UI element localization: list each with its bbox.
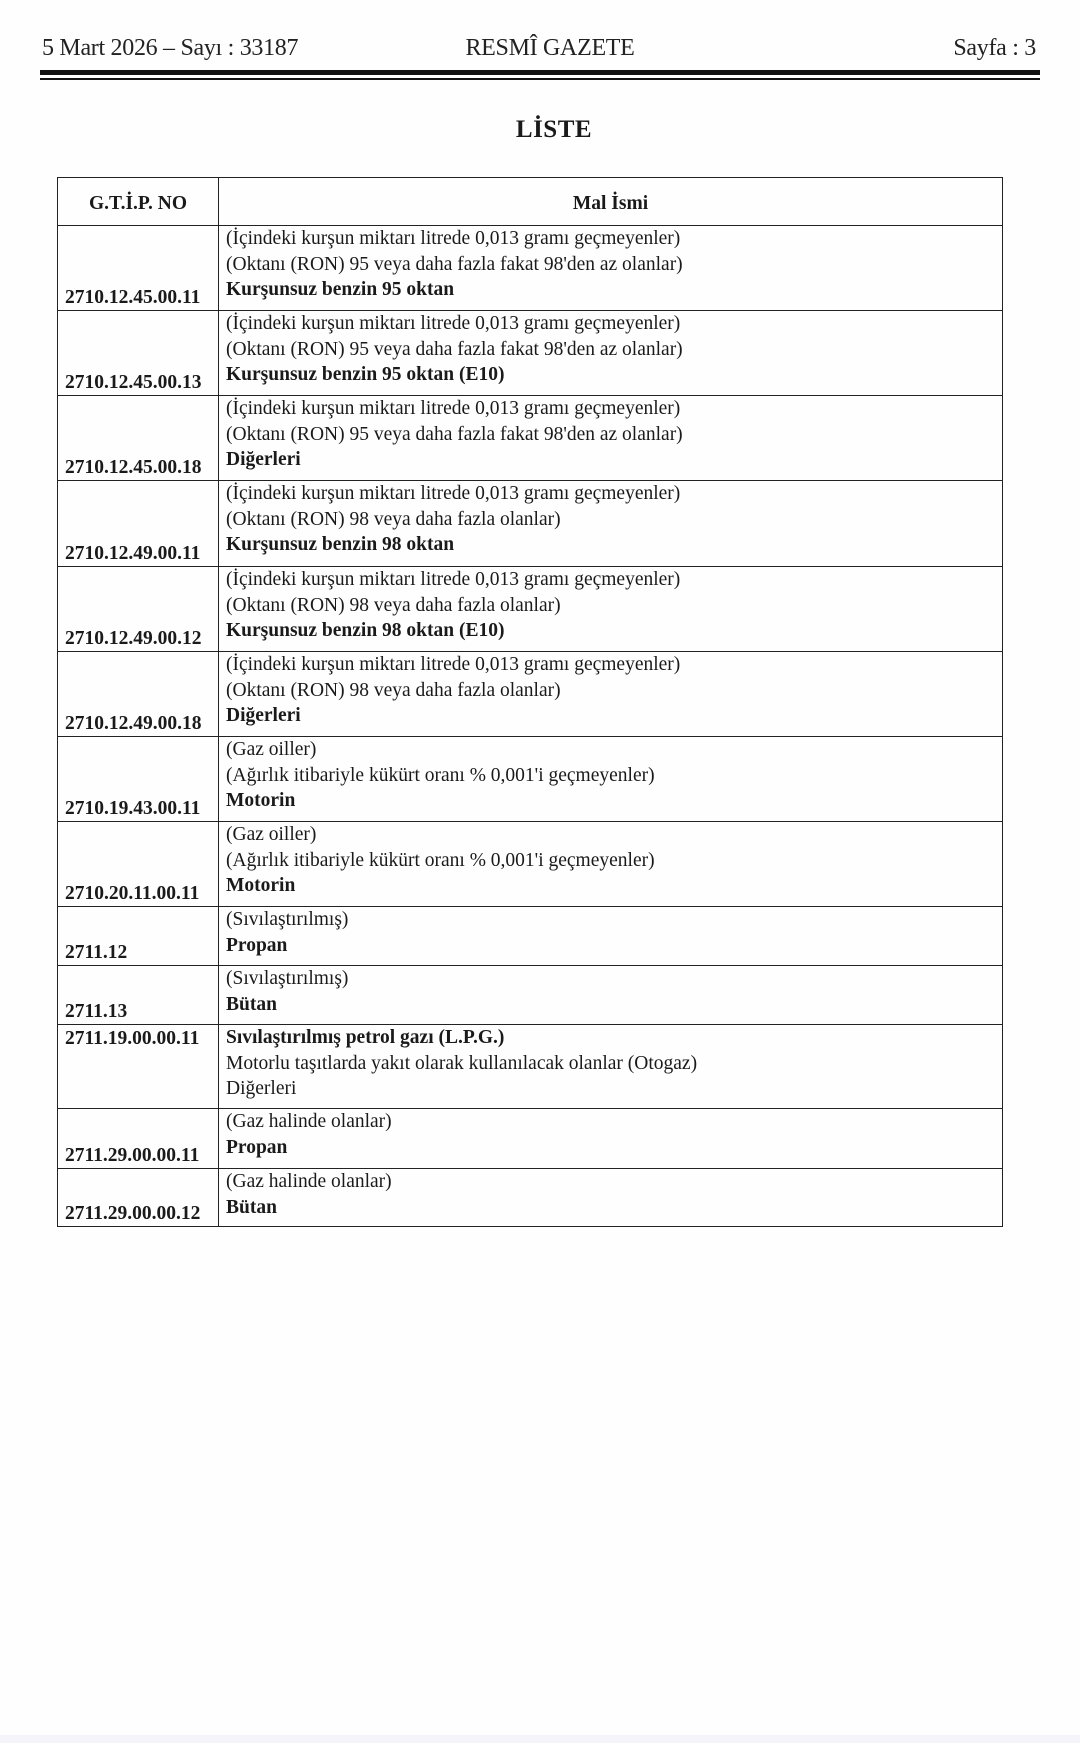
header-rule-thin (40, 78, 1040, 80)
goods-name-bold-line: Propan (226, 934, 288, 956)
goods-name-bold-line: Kurşunsuz benzin 95 oktan (E10) (226, 364, 505, 385)
goods-name-bold-line: Kurşunsuz benzin 98 oktan (226, 534, 455, 555)
goods-name-cell (219, 396, 1003, 481)
goods-name-cell (219, 1025, 1003, 1109)
table-row (58, 737, 1003, 822)
goods-name-qualifier-line: (Ağırlık itibariyle kükürt oranı % 0,001'i geçmeyenler) (226, 764, 655, 786)
goods-name-qualifier-line: Diğerleri (226, 1078, 297, 1099)
goods-name-qualifier-line: (Oktanı (RON) 95 veya daha fazla fakat 98'den az olanlar) (226, 423, 683, 445)
goods-name-cell (219, 822, 1003, 907)
gtip-code-cell: 2711.12 (58, 907, 219, 966)
goods-name-cell (219, 1169, 1003, 1227)
header-date-issue: 5 Mart 2026 – Sayı : 33187 (42, 35, 299, 61)
table-row (58, 396, 1003, 481)
goods-name-bold-line: Sıvılaştırılmış petrol gazı (L.P.G.) (226, 1027, 505, 1048)
gtip-code-cell: 2710.12.45.00.13 (58, 311, 219, 396)
goods-name-qualifier-line: (Gaz halinde olanlar) (226, 1111, 392, 1132)
goods-name-cell (219, 652, 1003, 737)
goods-name-qualifier-line: (Oktanı (RON) 98 veya daha fazla olanlar) (226, 594, 561, 616)
goods-name-qualifier-line: (Sıvılaştırılmış) (226, 909, 349, 930)
goods-name-bold-line: Motorin (226, 875, 296, 896)
table-row (58, 311, 1003, 396)
goods-name-bold-line: Motorin (226, 790, 296, 811)
gtip-code-cell: 2711.29.00.00.12 (58, 1169, 219, 1227)
goods-name-qualifier-line: (İçindeki kurşun miktarı litrede 0,013 gramı geçmeyenler) (226, 228, 681, 249)
goods-name-cell (219, 481, 1003, 567)
page-title: LİSTE (515, 116, 593, 143)
goods-name-cell (219, 907, 1003, 966)
goods-name-bold-line: Diğerleri (226, 705, 301, 726)
gtip-code-cell: 2710.12.45.00.11 (58, 226, 219, 311)
table-row (58, 567, 1003, 652)
goods-name-qualifier-line: (Oktanı (RON) 95 veya daha fazla fakat 98'den az olanlar) (226, 338, 683, 360)
goods-name-cell (219, 311, 1003, 396)
goods-name-qualifier-line: Motorlu taşıtlarda yakıt olarak kullanılacak olanlar (Otogaz) (226, 1052, 698, 1074)
goods-name-cell (219, 966, 1003, 1025)
goods-name-qualifier-line: (Gaz oiller) (226, 739, 317, 760)
table-row (58, 1169, 1003, 1227)
table-row (58, 652, 1003, 737)
gtip-code-cell: 2711.29.00.00.11 (58, 1109, 219, 1169)
column-header-goods-name: Mal İsmi (219, 178, 1003, 226)
gtip-code-cell: 2710.12.49.00.11 (58, 481, 219, 567)
goods-name-cell (219, 567, 1003, 652)
table-row (58, 966, 1003, 1025)
goods-name-qualifier-line: (İçindeki kurşun miktarı litrede 0,013 gramı geçmeyenler) (226, 569, 681, 590)
goods-list-table (57, 177, 1003, 1227)
header-publication-name: RESMÎ GAZETE (465, 35, 635, 61)
goods-name-qualifier-line: (Gaz oiller) (226, 824, 317, 845)
goods-name-bold-line: Kurşunsuz benzin 95 oktan (226, 279, 455, 300)
goods-name-qualifier-line: (İçindeki kurşun miktarı litrede 0,013 gramı geçmeyenler) (226, 483, 681, 504)
column-header-gtip-no: G.T.İ.P. NO (58, 178, 219, 226)
goods-name-qualifier-line: (İçindeki kurşun miktarı litrede 0,013 gramı geçmeyenler) (226, 313, 681, 334)
gtip-code-cell: 2710.12.49.00.12 (58, 567, 219, 652)
gtip-code-cell: 2710.20.11.00.11 (58, 822, 219, 907)
goods-name-cell (219, 737, 1003, 822)
goods-name-qualifier-line: (Oktanı (RON) 98 veya daha fazla olanlar) (226, 508, 561, 530)
goods-name-cell (219, 226, 1003, 311)
table-row (58, 822, 1003, 907)
header-page-number: Sayfa : 3 (953, 35, 1036, 61)
goods-name-qualifier-line: (Oktanı (RON) 98 veya daha fazla olanlar) (226, 679, 561, 701)
gtip-code-cell: 2710.12.45.00.18 (58, 396, 219, 481)
goods-name-qualifier-line: (Oktanı (RON) 95 veya daha fazla fakat 98'den az olanlar) (226, 253, 683, 275)
table-header-row (58, 178, 1003, 226)
table-row (58, 226, 1003, 311)
gtip-code-cell: 2711.19.00.00.11 (58, 1025, 219, 1109)
gtip-code-cell: 2711.13 (58, 966, 219, 1025)
goods-name-qualifier-line: (Sıvılaştırılmış) (226, 968, 349, 989)
goods-name-bold-line: Propan (226, 1136, 288, 1158)
goods-name-qualifier-line: (Ağırlık itibariyle kükürt oranı % 0,001'i geçmeyenler) (226, 849, 655, 871)
goods-name-bold-line: Bütan (226, 993, 277, 1015)
header-rule-thick (40, 70, 1040, 75)
table-row (58, 1025, 1003, 1109)
bottom-edge-strip (0, 1735, 1080, 1743)
goods-name-bold-line: Bütan (226, 1196, 277, 1218)
goods-name-bold-line: Kurşunsuz benzin 98 oktan (E10) (226, 620, 505, 641)
gtip-code-cell: 2710.19.43.00.11 (58, 737, 219, 822)
table-row (58, 481, 1003, 567)
gtip-code-cell: 2710.12.49.00.18 (58, 652, 219, 737)
goods-name-qualifier-line: (Gaz halinde olanlar) (226, 1171, 392, 1192)
table-row (58, 1109, 1003, 1169)
table-row (58, 907, 1003, 966)
goods-name-bold-line: Diğerleri (226, 449, 301, 470)
goods-name-qualifier-line: (İçindeki kurşun miktarı litrede 0,013 gramı geçmeyenler) (226, 398, 681, 419)
goods-name-cell (219, 1109, 1003, 1169)
goods-name-qualifier-line: (İçindeki kurşun miktarı litrede 0,013 gramı geçmeyenler) (226, 654, 681, 675)
